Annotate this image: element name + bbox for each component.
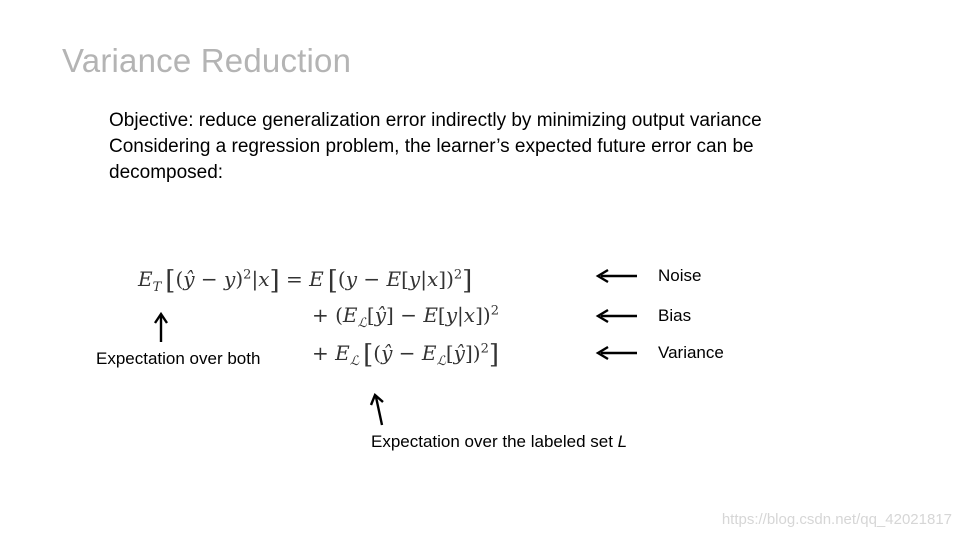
body-line-objective: Objective: reduce generalization error indirectly by minimizing output variance — [109, 110, 762, 131]
slide-body — [109, 108, 869, 186]
variance-arrow-icon — [595, 345, 639, 361]
expectation-labeled-arrow-icon — [368, 392, 390, 428]
equation-line-1: $E_T$ [(ŷ − y)$^2$|x] = E $[(y - E[y|x])^2]$ — [138, 266, 473, 296]
watermark: https://blog.csdn.net/qq_42021817 — [721, 511, 952, 528]
variance-label: Variance — [658, 343, 724, 362]
noise-arrow-icon — [595, 268, 639, 284]
body-line-regression: Considering a regression problem, the learner’s expected future error can be — [109, 136, 754, 157]
body-line-decomposed: decomposed: — [109, 162, 224, 183]
bias-label: Bias — [658, 306, 692, 325]
noise-label: Noise — [658, 266, 702, 285]
labeled-set-symbol: L — [617, 432, 628, 451]
equation-line-2: + $(E_ℒ[ŷ] - E[y|x])^2$ — [312, 303, 499, 331]
expectation-both-arrow-icon — [153, 312, 169, 344]
expectation-both-label: Expectation over both — [96, 349, 261, 368]
bias-arrow-icon — [595, 308, 639, 324]
slide-title: Variance Reduction — [62, 42, 352, 79]
expectation-labeled-text: Expectation over the labeled set — [371, 432, 618, 451]
expectation-labeled-label — [371, 432, 627, 452]
equation-line-3: + $E_ℒ$ [(ŷ − $E_ℒ[ŷ])^2$] — [312, 340, 500, 370]
